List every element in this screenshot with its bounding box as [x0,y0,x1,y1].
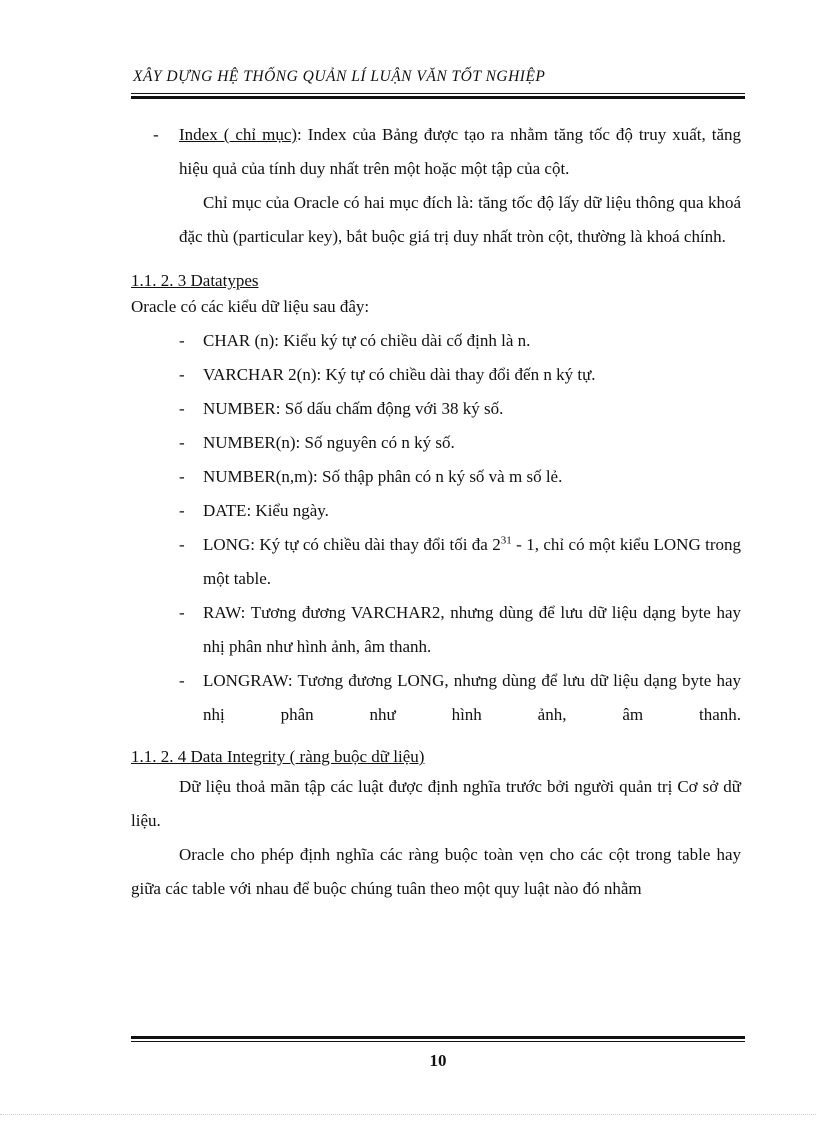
bullet-dash: - [179,671,185,690]
list-item-long [131,528,741,596]
long-text-before: LONG: Ký tự có chiều dài thay đổi tối đa 2 [203,535,501,554]
integrity-paragraph-2: Oracle cho phép định nghĩa các ràng buộc toàn vẹn cho các cột trong table hay giữa các table với nhau để buộc chúng tuân theo một quy luật nào đó nhằm [131,845,741,898]
page-number: 10 [429,1051,447,1070]
header-rule-thick [131,96,745,99]
list-item [131,324,741,358]
index-description: : Index của Bảng được tạo ra nhằm tăng tốc độ truy xuất, tăng hiệu quả của tính duy nhất trên một hoặc một tập của cột. [179,125,741,178]
bullet-dash: - [179,331,185,350]
bottom-dotted-line [0,1114,816,1116]
list-item [131,460,741,494]
list-item-text: NUMBER(n,m): Số thập phân có n ký số và m số lẻ. [203,467,563,486]
footer-rule-thin [131,1041,745,1042]
list-item [131,426,741,460]
datatypes-list [131,324,741,732]
long-exponent: 31 [500,534,512,547]
list-item-text: CHAR (n): Kiểu ký tự có chiều dài cố định là n. [203,331,531,350]
list-item [131,494,741,528]
long-text-after: - 1, chỉ có một kiểu LONG trong một table. [203,535,741,588]
header-rule-thin [131,93,745,94]
footer-rule-thick [131,1036,745,1039]
bullet-dash: - [179,501,185,520]
bullet-dash: - [153,125,159,144]
bullet-dash: - [179,365,185,384]
integrity-paragraph-1: Dữ liệu thoả mãn tập các luật được định nghĩa trước bởi người quản trị Cơ sở dữ liệu. [131,777,741,830]
index-bullet [131,118,741,186]
list-item-text: NUMBER(n): Số nguyên có n ký số. [203,433,455,452]
list-item-longraw [131,664,741,732]
list-item-text: RAW: Tương đương VARCHAR2, nhưng dùng để lưu dữ liệu dạng byte hay nhị phân như hình ảnh, âm thanh. [203,603,741,656]
list-item-text: LONGRAW: Tương đương LONG, nhưng dùng để lưu dữ liệu dạng byte hay nhị phân như hình ảnh, âm thanh. [203,671,741,724]
list-item [131,358,741,392]
bullet-dash: - [179,535,185,554]
list-item-raw [131,596,741,664]
bullet-dash: - [179,467,185,486]
list-item-text: VARCHAR 2(n): Ký tự có chiều dài thay đổi đến n ký tự. [203,365,596,384]
bullet-dash: - [179,399,185,418]
bullet-dash: - [179,433,185,452]
index-term: Index ( chỉ mục) [179,125,298,144]
list-item [131,392,741,426]
index-paragraph: Chỉ mục của Oracle có hai mục đích là: tăng tốc độ lấy dữ liệu thông qua khoá đặc thù (particular key), bắt buộc giá trị duy nhất tròn cột, thường là khoá chính. [179,193,741,246]
datatypes-intro: Oracle có các kiểu dữ liệu sau đây: [131,297,370,316]
list-item-text: DATE: Kiểu ngày. [203,501,329,520]
page-body [131,118,741,906]
list-item-text: NUMBER: Số dấu chấm động với 38 ký số. [203,399,504,418]
section-heading-datatypes: 1.1. 2. 3 Datatypes [131,271,259,290]
section-heading-integrity: 1.1. 2. 4 Data Integrity ( ràng buộc dữ liệu) [131,747,425,766]
bullet-dash: - [179,603,185,622]
header-title: XÂY DỰNG HỆ THỐNG QUẢN LÍ LUẬN VĂN TỐT NGHIỆP [133,68,546,85]
